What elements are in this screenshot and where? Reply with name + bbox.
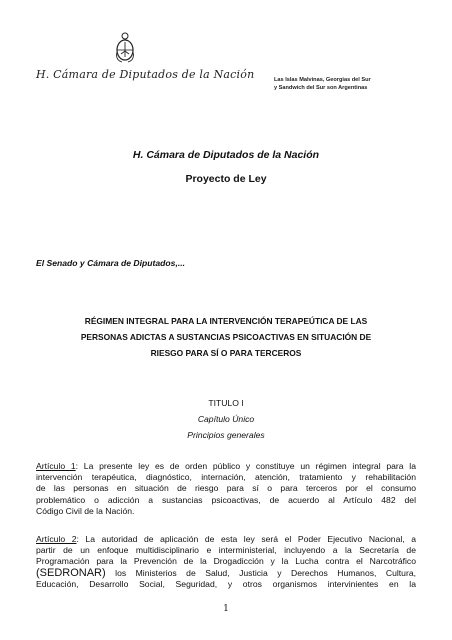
principios-heading: Principios generales xyxy=(187,430,265,440)
sedronar-acronym: (SEDRONAR) xyxy=(36,566,106,579)
article-2-text: los Ministerios de Salud, Justicia y Derechos Humanos, Cultura, xyxy=(115,567,416,578)
malvinas-notice xyxy=(274,76,394,92)
article-1-text: problemático o adicción a sustancias psicoactivas, de acuerdo al Artículo 482 del xyxy=(36,494,416,505)
article-2-text: : La autoridad de aplicación de esta ley será el Poder Ejecutivo Nacional, a xyxy=(76,534,416,544)
capitulo-heading: Capítulo Único xyxy=(197,414,255,424)
law-title-line: RIESGO PARA SÍ O PARA TERCEROS xyxy=(150,348,302,358)
senado-opening: El Senado y Cámara de Diputados,... xyxy=(36,258,185,268)
law-title xyxy=(36,313,416,361)
malvinas-line-1: Las Islas Malvinas, Georgias del Sur xyxy=(274,77,371,83)
document-title: H. Cámara de Diputados de la Nación xyxy=(132,149,320,161)
article-1-label: Artículo 1 xyxy=(36,461,76,471)
article-2-text: Educación, Desarrollo Social, Seguridad, y otros organismos intervinientes en la xyxy=(36,578,416,589)
article-1 xyxy=(36,461,416,517)
law-title-line: RÉGIMEN INTEGRAL PARA LA INTERVENCIÓN TERAPEÚTICA DE LAS xyxy=(84,316,368,326)
national-coat-of-arms-icon xyxy=(114,30,136,64)
document-subtitle: Proyecto de Ley xyxy=(185,173,267,185)
article-1-text: intervención terapéutica, diagnóstico, internación, atención, tratamiento y rehabilitación xyxy=(36,472,416,483)
titulo-heading: TITULO I xyxy=(208,398,244,408)
article-2-text: partir de un enfoque multidisciplinario e interministerial, incluyendo a la Secretaría de xyxy=(36,545,416,556)
malvinas-line-2: y Sandwich del Sur son Argentinas xyxy=(274,85,368,91)
article-2-label: Artículo 2 xyxy=(36,534,77,544)
article-2 xyxy=(36,534,416,590)
page-number: 1 xyxy=(223,604,229,614)
article-1-text: : La presente ley es de orden público y constituye un régimen integral para la xyxy=(75,461,416,471)
chamber-script-heading: H. Cámara de Diputados de la Nación xyxy=(36,68,255,81)
law-title-line: PERSONAS ADICTAS A SUSTANCIAS PSICOACTIVAS EN SITUACIÓN DE xyxy=(80,332,372,342)
article-2-text: Programación para la Prevención de la Drogadicción y la Lucha contra el Narcotráfico xyxy=(36,556,416,567)
article-1-text: de las personas en situación de riesgo para sí o para terceros por el consumo xyxy=(36,483,416,494)
article-1-text: Código Civil de la Nación. xyxy=(36,505,135,516)
